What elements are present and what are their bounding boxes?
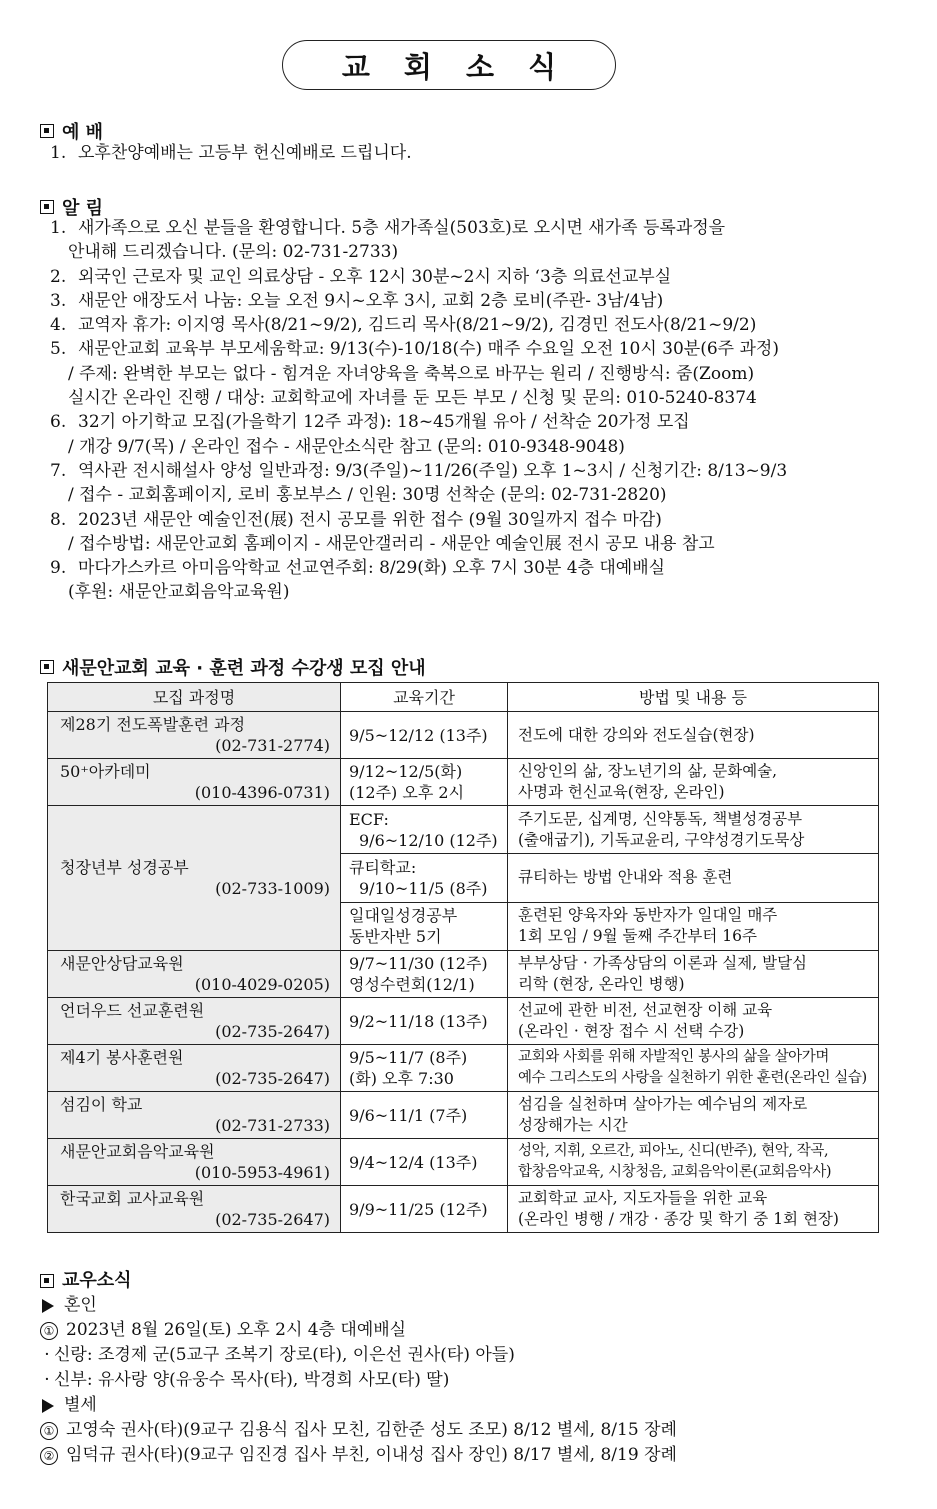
item-number: 6. (50, 412, 67, 433)
course-period (341, 806, 508, 854)
table-row (48, 1139, 879, 1186)
table-row (48, 951, 879, 998)
cell-line: 큐티학교: (349, 857, 417, 877)
cell-line: 9/6~11/1 (7주) (349, 1105, 468, 1125)
course-name-cell (48, 712, 341, 759)
wedding-date: 2023년 8월 26일(토) 오후 2시 4층 대예배실 (66, 1320, 407, 1340)
cell-line: 예수 그리스도의 사랑을 실천하기 위한 훈련(온라인 실습) (518, 1070, 867, 1086)
list-item (50, 265, 897, 289)
item-number: 8. (50, 509, 67, 530)
title-box (282, 40, 616, 90)
course-phone: (010-5953-4961) (194, 1163, 330, 1182)
course-description (508, 1092, 879, 1139)
course-description (508, 1186, 879, 1233)
circled-number: ① (40, 1322, 58, 1340)
list-item-line (50, 313, 897, 337)
cell-line: 큐티하는 방법 안내와 적용 훈련 (518, 868, 733, 887)
cell-line: 1회 모임 / 9월 둘째 주간부터 16주 (518, 927, 757, 946)
wedding-label: 혼인 (64, 1295, 97, 1315)
cell-line: 전도에 대한 강의와 전도실습(현장) (518, 725, 755, 744)
item-number: 9. (50, 558, 67, 579)
course-description (508, 806, 879, 854)
course-phone: (010-4396-0731) (194, 783, 330, 802)
triangle-bullet-icon (42, 1299, 54, 1313)
item-text: 마다가스카르 아미음악학교 선교연주회: 8/29(화) 오후 7시 30분 4층 대예배실 (78, 558, 666, 579)
groom-info: 신랑: 조경제 군(5교구 조복기 장로(타), 이은선 권사(타) 아들) (54, 1345, 515, 1365)
cell-line: 훈련된 양육자와 동반자가 일대일 매주 (518, 906, 778, 925)
item-text: / 접수 - 교회홈페이지, 로비 홍보부스 / 인원: 30명 선착순 (문의: 02-731-2820) (68, 485, 667, 506)
course-description (508, 951, 879, 998)
list-item (50, 556, 897, 605)
course-name-cell (48, 1139, 341, 1186)
course-name: 새문안교회음악교육원 (60, 1142, 215, 1161)
item-number: 1. (50, 143, 67, 163)
course-period (341, 1139, 508, 1186)
list-item (50, 337, 897, 410)
course-phone: (02-731-2774) (215, 736, 330, 755)
course-name: 한국교회 교사교육원 (60, 1189, 205, 1208)
table-row (48, 998, 879, 1045)
item-text: 새문안교회 교육부 부모세움학교: 9/13(수)-10/18(수) 매주 수요일 오전 10시 30분(6주 과정) (78, 339, 779, 360)
course-description (508, 712, 879, 759)
course-name: 청장년부 성경공부 (60, 858, 189, 877)
wedding-label-line (40, 1293, 897, 1318)
cell-line: (온라인 병행 / 개강 · 종강 및 학기 중 1회 현장) (518, 1210, 839, 1228)
cell-line: 합창음악교육, 시창청음, 교회음악이론(교회음악사) (518, 1164, 832, 1180)
cell-line: 9/9~11/25 (12주) (349, 1199, 488, 1219)
wedding-detail-line: · 신부: 유사랑 양(유웅수 목사(타), 박경희 사모(타) 딸) (40, 1368, 897, 1393)
cell-line: 부부상담 · 가족상담의 이론과 실제, 발달심 (518, 954, 808, 972)
course-name: 제4기 봉사훈련원 (60, 1048, 184, 1067)
course-period (341, 854, 508, 902)
courses-heading (40, 654, 426, 680)
course-phone: (010-4029-0205) (194, 975, 330, 994)
cell-line: 성장해가는 시간 (518, 1116, 628, 1134)
course-name: 제28기 전도폭발훈련 과정 (60, 715, 246, 734)
course-name-cell (48, 951, 341, 998)
course-name-cell (48, 1092, 341, 1139)
cell-line: 섬김을 실천하며 살아가는 예수님의 제자로 (518, 1095, 808, 1113)
cell-line: 9/5~12/12 (13주) (349, 725, 488, 745)
item-text: 외국인 근로자 및 교인 의료상담 - 오후 12시 30분~2시 지하 ‘3층 의료선교부실 (78, 266, 672, 287)
cell-line: 9/6~12/10 (12주) (359, 830, 498, 850)
course-name-cell (48, 806, 341, 951)
list-item (50, 216, 897, 265)
cell-line: 주기도문, 십계명, 신약통독, 책별성경공부 (518, 809, 803, 828)
cell-line: 선교에 관한 비전, 선교현장 이해 교육 (518, 1001, 773, 1019)
cell-line: 사명과 헌신교육(현장, 온라인) (518, 783, 725, 801)
item-text: 새가족으로 오신 분들을 환영합니다. 5층 새가족실(503호)로 오시면 새가족 등록과정을 (78, 218, 726, 238)
list-item-line (50, 337, 897, 361)
course-name: 새문안상담교육원 (60, 954, 184, 973)
header-course-name: 모집 과정명 (48, 683, 341, 712)
course-name-cell (48, 1186, 341, 1233)
course-period (341, 1092, 508, 1139)
triangle-bullet-icon (42, 1399, 54, 1413)
list-item (50, 459, 897, 508)
notices-list (50, 216, 897, 605)
notices-heading-text: 알 림 (62, 198, 104, 219)
cell-line: 교회와 사회를 위해 자발적인 봉사의 삶을 살아가며 (518, 1049, 830, 1065)
item-text: / 접수방법: 새문안교회 홈페이지 - 새문안갤러리 - 새문안 예술인展 전시 공모 내용 참고 (68, 533, 715, 554)
course-description (508, 998, 879, 1045)
item-number: 1. (50, 218, 67, 238)
cell-line: 9/12~12/5(화) (349, 762, 463, 781)
item-text: (후원: 새문안교회음악교육원) (68, 582, 290, 603)
courses-table (47, 682, 879, 1233)
square-bullet-icon (40, 124, 54, 138)
cell-line: 9/5~11/7 (8주) (349, 1048, 468, 1067)
list-item (50, 289, 897, 313)
item-text: 오후찬양예배는 고등부 헌신예배로 드립니다. (78, 143, 412, 163)
list-item-line (50, 141, 897, 165)
table-row (48, 759, 879, 806)
square-bullet-icon (40, 660, 54, 674)
cell-line: 동반자반 5기 (349, 927, 442, 947)
course-description (508, 854, 879, 902)
passing-label: 별세 (64, 1395, 97, 1415)
course-period (341, 759, 508, 806)
circled-number: ① (40, 1422, 58, 1440)
course-period (341, 1186, 508, 1233)
members-news (40, 1268, 897, 1468)
course-period (341, 712, 508, 759)
cell-line: ECF: (349, 809, 389, 829)
passing-text: 임덕규 권사(타)(9교구 임진경 집사 부친, 이내성 집사 장인) 8/17 별세, 8/19 장례 (66, 1445, 677, 1465)
item-number: 2. (50, 266, 67, 287)
course-phone: (02-735-2647) (215, 1069, 330, 1088)
course-name-cell (48, 759, 341, 806)
cell-line: 성악, 지휘, 오르간, 피아노, 신디(반주), 현악, 작곡, (518, 1143, 829, 1159)
passing-item (40, 1418, 897, 1443)
cell-line: 리학 (현장, 온라인 병행) (518, 975, 685, 993)
item-number: 5. (50, 339, 67, 360)
cell-line: 9/2~11/18 (13주) (349, 1011, 488, 1031)
list-item-line (50, 216, 897, 240)
list-item (50, 410, 897, 459)
table-row (48, 1186, 879, 1233)
wedding-date-line (40, 1318, 897, 1343)
course-name-cell (48, 1045, 341, 1092)
list-item-line (50, 459, 897, 483)
item-text: / 개강 9/7(목) / 온라인 접수 - 새문안소식란 참고 (문의: 010-9348-9048) (68, 436, 625, 457)
cell-line: (온라인 · 현장 접수 시 선택 수강) (518, 1022, 745, 1040)
course-description (508, 1045, 879, 1092)
cell-line: (출애굽기), 기독교윤리, 구약성경기도묵상 (518, 830, 805, 849)
cell-line: 9/10~11/5 (8주) (359, 878, 488, 898)
table-row (48, 806, 879, 854)
list-item (50, 141, 897, 165)
item-text: 32기 아기학교 모집(가을학기 12주 과정): 18~45개월 유아 / 선착순 20가정 모집 (78, 412, 690, 433)
item-number: 7. (50, 460, 67, 481)
passing-item (40, 1443, 897, 1468)
cell-line: (12주) 오후 2시 (349, 783, 465, 802)
members-heading (40, 1268, 897, 1293)
course-name: 언더우드 선교훈련원 (60, 1001, 205, 1020)
list-item-line (50, 289, 897, 313)
table-row (48, 712, 879, 759)
cell-line: 교회학교 교사, 지도자들을 위한 교육 (518, 1189, 768, 1207)
course-phone: (02-733-1009) (215, 879, 330, 898)
item-number: 3. (50, 290, 67, 311)
courses-heading-text: 새문안교회 교육 · 훈련 과정 수강생 모집 안내 (62, 658, 426, 679)
circled-number: ② (40, 1447, 58, 1465)
wedding-detail-line: · 신랑: 조경제 군(5교구 조복기 장로(타), 이은선 권사(타) 아들) (40, 1343, 897, 1368)
list-item-line (50, 556, 897, 580)
cell-line: 영성수련회(12/1) (349, 975, 475, 994)
course-phone: (02-735-2647) (215, 1022, 330, 1041)
square-bullet-icon (40, 200, 54, 214)
course-period (341, 1045, 508, 1092)
item-text: 역사관 전시해설사 양성 일반과정: 9/3(주일)~11/26(주일) 오후 1~3시 / 신청기간: 8/13~9/3 (78, 460, 788, 481)
bride-info: 신부: 유사랑 양(유웅수 목사(타), 박경희 사모(타) 딸) (54, 1370, 450, 1390)
list-item-line (50, 265, 897, 289)
passing-text: 고영숙 권사(타)(9교구 김용식 집사 모친, 김한준 성도 조모) 8/12 별세, 8/15 장례 (66, 1420, 677, 1440)
course-name: 50⁺아카데미 (60, 762, 151, 781)
passing-label-line (40, 1393, 897, 1418)
course-phone: (02-731-2733) (215, 1116, 330, 1135)
cell-line: 9/4~12/4 (13주) (349, 1152, 478, 1172)
item-text: 교역자 휴가: 이지영 목사(8/21~9/2), 김드리 목사(8/21~9/2), 김경민 전도사(8/21~9/2) (78, 315, 757, 336)
list-item-line (50, 508, 897, 532)
header-period: 교육기간 (341, 683, 508, 712)
square-bullet-icon (40, 1274, 54, 1288)
course-description (508, 759, 879, 806)
item-number: 4. (50, 315, 67, 336)
item-text: / 주제: 완벽한 부모는 없다 - 힘겨운 자녀양육을 축복으로 바꾸는 원리 / 진행방식: 줌(Zoom) (68, 363, 755, 384)
list-item (50, 508, 897, 557)
members-heading-text: 교우소식 (62, 1270, 132, 1291)
cell-line: 일대일성경공부 (349, 906, 458, 926)
course-name-cell (48, 998, 341, 1045)
table-row (48, 1045, 879, 1092)
item-text: 안내해 드리겠습니다. (문의: 02-731-2733) (68, 242, 399, 263)
list-item-line (50, 410, 897, 434)
cell-line: 신앙인의 삶, 장노년기의 삶, 문화예술, (518, 762, 778, 780)
list-item (50, 313, 897, 337)
page-title: 교 회 소 식 (341, 49, 569, 84)
course-period (341, 902, 508, 950)
course-description (508, 1139, 879, 1186)
course-name: 섬김이 학교 (60, 1095, 143, 1114)
header-description: 방법 및 내용 등 (508, 683, 879, 712)
item-text: 2023년 새문안 예술인전(展) 전시 공모를 위한 접수 (9월 30일까지 접수 마감) (78, 509, 662, 530)
item-text: 새문안 애장도서 나눔: 오늘 오전 9시~오후 3시, 교회 2층 로비(주관- 3남/4남) (78, 290, 664, 311)
courses-header-row (48, 683, 879, 712)
cell-line: (화) 오후 7:30 (349, 1069, 454, 1088)
cell-line: 9/7~11/30 (12주) (349, 954, 488, 973)
table-row (48, 1092, 879, 1139)
course-period (341, 998, 508, 1045)
course-period (341, 951, 508, 998)
course-description (508, 902, 879, 950)
worship-list (50, 141, 897, 165)
item-text: 실시간 온라인 진행 / 대상: 교회학교에 자녀를 둔 모든 부모 / 신청 및 문의: 010-5240-8374 (68, 388, 757, 409)
course-phone: (02-735-2647) (215, 1210, 330, 1229)
worship-heading-text: 예 배 (62, 122, 104, 143)
